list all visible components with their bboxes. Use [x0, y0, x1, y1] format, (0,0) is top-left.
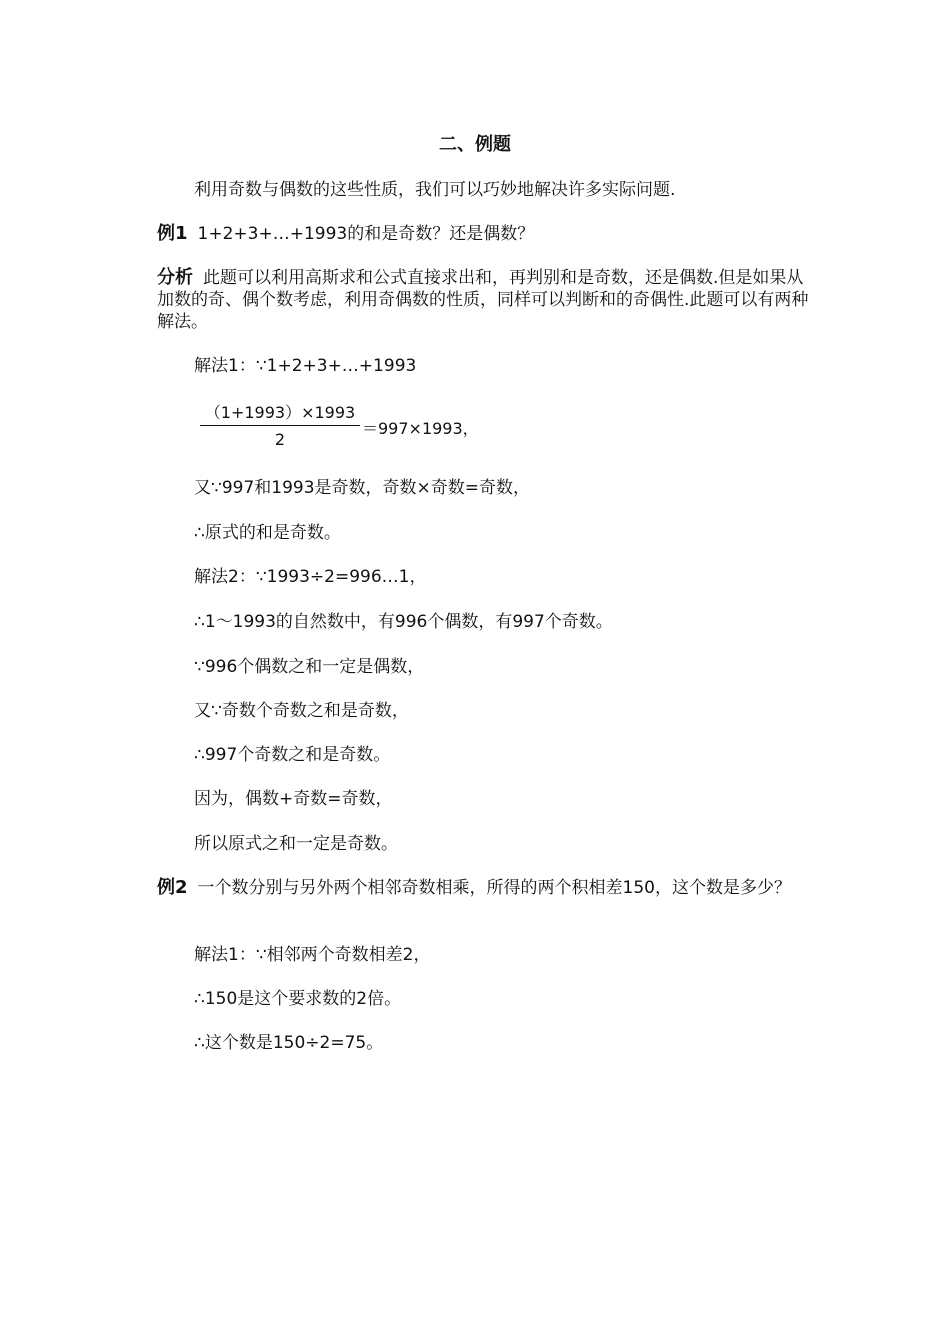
example1-question: 1+2+3+…+1993的和是奇数？还是偶数？	[197, 224, 535, 244]
solution2-line4: 又∵奇数个奇数之和是奇数，	[194, 701, 409, 721]
solution2-line5: ∴997个奇数之和是奇数。	[194, 745, 391, 765]
example2-line1: 解法1：∵相邻两个奇数相差2，	[194, 945, 431, 965]
solution2-line7: 所以原式之和一定是奇数。	[194, 834, 398, 854]
solution2-line3: ∵996个偶数之和一定是偶数，	[194, 657, 425, 677]
analysis-block	[157, 267, 812, 333]
analysis-text: 此题可以利用高斯求和公式直接求出和，再判别和是奇数，还是偶数.但是如果从加数的奇、偶个数考虑，利用奇偶数的性质，同样可以判断和的奇偶性.此题可以有两种解法。	[157, 268, 809, 332]
example2-line3: ∴这个数是150÷2=75。	[194, 1033, 384, 1053]
fraction-numerator: （1+1993）×1993	[204, 403, 356, 422]
solution2-line6: 因为，偶数+奇数=奇数，	[194, 789, 393, 809]
example1-block	[157, 223, 534, 245]
solution1-line1: 解法1：∵1+2+3+…+1993	[194, 356, 417, 376]
example2-block	[157, 877, 812, 899]
intro-text: 利用奇数与偶数的这些性质，我们可以巧妙地解决许多实际问题.	[194, 180, 676, 200]
solution1-line3: 又∵997和1993是奇数，奇数×奇数=奇数，	[194, 478, 531, 498]
section-title: 二、例题	[439, 134, 511, 155]
fraction-result: ＝997×1993，	[362, 419, 479, 438]
fraction-denominator: 2	[274, 430, 286, 449]
solution1-line4: ∴原式的和是奇数。	[194, 523, 341, 543]
analysis-label: 分析	[157, 267, 193, 288]
solution2-line2: ∴1～1993的自然数中，有996个偶数，有997个奇数。	[194, 612, 613, 632]
example2-line2: ∴150是这个要求数的2倍。	[194, 989, 402, 1009]
example1-label: 例1	[157, 223, 188, 244]
fraction-bar	[200, 425, 360, 426]
solution2-line1: 解法2：∵1993÷2=996…1，	[194, 567, 427, 587]
example2-question: 一个数分别与另外两个相邻奇数相乘，所得的两个积相差150，这个数是多少？	[197, 878, 791, 898]
example2-label: 例2	[157, 877, 188, 898]
